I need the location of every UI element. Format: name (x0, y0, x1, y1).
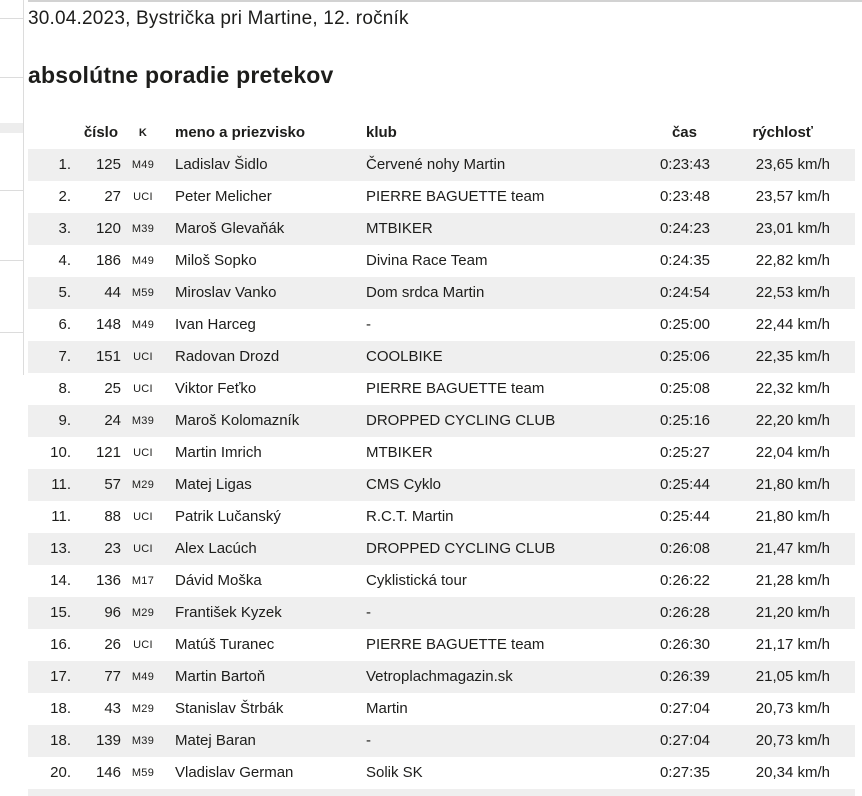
cell-name: Miroslav Vanko (175, 284, 277, 301)
left-remnant-line (0, 190, 23, 191)
cell-club: R.C.T. Martin (366, 508, 454, 525)
cell-club: Divina Race Team (366, 252, 488, 269)
cell-time: 0:25:27 (659, 444, 710, 461)
cell-name: Ivan Harceg (175, 316, 256, 333)
cell-club: PIERRE BAGUETTE team (366, 380, 545, 397)
cell-category: M39 (131, 735, 155, 747)
page-title: absolútne poradie pretekov (28, 62, 334, 88)
col-header-rank (28, 117, 71, 149)
cell-number: 57 (104, 476, 121, 493)
cell-category: M29 (131, 703, 155, 715)
cell-rank: 18. (50, 732, 71, 749)
cell-speed: 21,17 km/h (755, 636, 830, 653)
cell-time: 0:26:08 (659, 540, 710, 557)
cell-name: Martin Bartoň (175, 668, 266, 685)
cell-name: Stanislav Štrbák (175, 700, 284, 717)
cell-category: M49 (131, 671, 155, 683)
cell-category: M49 (131, 319, 155, 331)
cell-time: 0:25:44 (659, 508, 710, 525)
cell-name: Peter Melicher (175, 188, 272, 205)
cell-category: UCI (133, 639, 153, 651)
table-row (28, 181, 855, 213)
cell-time: 0:24:23 (659, 220, 710, 237)
table-row (28, 693, 855, 725)
results-page (28, 0, 862, 796)
cell-name: Dávid Moška (175, 572, 262, 589)
cell-name: Maroš Kolomazník (175, 412, 300, 429)
cell-speed: 20,73 km/h (755, 700, 830, 717)
cell-rank: 3. (58, 220, 71, 237)
table-row (28, 501, 855, 533)
cell-name: Maroš Glevaňák (175, 220, 285, 237)
cell-club: DROPPED CYCLING CLUB (366, 540, 556, 557)
cell-speed: 21,80 km/h (755, 508, 830, 525)
table-row (28, 469, 855, 501)
cell-name: Matúš Turanec (175, 636, 275, 653)
cell-name: Patrik Lučanský (175, 508, 281, 525)
col-header-club: klub (366, 124, 397, 141)
cell-time: 0:25:08 (659, 380, 710, 397)
cell-rank: 20. (50, 764, 71, 781)
cell-rank: 7. (58, 348, 71, 365)
cell-club: Martin (366, 700, 408, 717)
cell-time: 0:25:16 (659, 412, 710, 429)
cell-club: COOLBIKE (366, 348, 443, 365)
table-row (28, 309, 855, 341)
cell-speed: 22,53 km/h (755, 284, 830, 301)
cell-number: 121 (95, 444, 121, 461)
cell-number: 186 (95, 252, 121, 269)
cell-club: Dom srdca Martin (366, 284, 485, 301)
cell-rank: 9. (58, 412, 71, 429)
cell-number: 23 (104, 540, 121, 557)
col-header-category: K (138, 127, 148, 139)
cell-number: 77 (104, 668, 121, 685)
cell-number: 24 (104, 412, 121, 429)
left-remnant-line (0, 77, 23, 78)
cell-time: 0:25:06 (659, 348, 710, 365)
cell-time: 0:26:28 (659, 604, 710, 621)
table-body (28, 149, 855, 789)
cell-time: 0:25:00 (659, 316, 710, 333)
cell-rank: 11. (51, 476, 71, 493)
cell-speed: 21,47 km/h (755, 540, 830, 557)
cell-club: Cyklistická tour (366, 572, 467, 589)
cell-number: 136 (95, 572, 121, 589)
cell-number: 44 (104, 284, 121, 301)
cell-name: František Kyzek (175, 604, 282, 621)
cell-speed: 20,73 km/h (755, 732, 830, 749)
cell-name: Alex Lacúch (175, 540, 257, 557)
cell-speed: 21,20 km/h (755, 604, 830, 621)
cell-club: PIERRE BAGUETTE team (366, 636, 545, 653)
cell-category: M39 (131, 415, 155, 427)
cell-club: - (366, 732, 371, 749)
cell-category: UCI (133, 191, 153, 203)
cell-speed: 21,05 km/h (755, 668, 830, 685)
cell-club: DROPPED CYCLING CLUB (366, 412, 556, 429)
cell-number: 125 (95, 156, 121, 173)
cell-number: 120 (95, 220, 121, 237)
left-remnant-line (0, 260, 23, 261)
cell-speed: 21,80 km/h (755, 476, 830, 493)
cell-name: Martin Imrich (175, 444, 262, 461)
event-date-line: 30.04.2023, Bystrička pri Martine, 12. ročník (28, 8, 409, 29)
cell-number: 88 (104, 508, 121, 525)
results-table (28, 117, 855, 796)
cell-name: Matej Baran (175, 732, 256, 749)
cell-name: Ladislav Šidlo (175, 156, 268, 173)
cell-club: - (366, 604, 371, 621)
cell-rank: 5. (58, 284, 71, 301)
table-row (28, 661, 855, 693)
table-row (28, 277, 855, 309)
cell-rank: 6. (58, 316, 71, 333)
cell-club: Solik SK (366, 764, 423, 781)
cell-category: M49 (131, 159, 155, 171)
cell-number: 139 (95, 732, 121, 749)
table-row (28, 149, 855, 181)
cell-name: Miloš Sopko (175, 252, 257, 269)
table-row (28, 565, 855, 597)
cell-rank: 15. (50, 604, 71, 621)
cell-speed: 23,01 km/h (755, 220, 830, 237)
cell-speed: 22,32 km/h (755, 380, 830, 397)
cell-club: MTBIKER (366, 220, 433, 237)
cell-time: 0:25:44 (659, 476, 710, 493)
cell-speed: 22,44 km/h (755, 316, 830, 333)
cell-category: UCI (133, 511, 153, 523)
next-row-partial (28, 789, 855, 796)
cell-number: 27 (104, 188, 121, 205)
cell-rank: 13. (50, 540, 71, 557)
cell-club: PIERRE BAGUETTE team (366, 188, 545, 205)
table-row (28, 341, 855, 373)
cell-category: M29 (131, 607, 155, 619)
cell-speed: 22,82 km/h (755, 252, 830, 269)
col-header-speed: rýchlosť (752, 124, 813, 141)
cell-number: 43 (104, 700, 121, 717)
cell-time: 0:27:04 (659, 700, 710, 717)
left-remnant-row-stripe (0, 123, 23, 133)
cell-club: Červené nohy Martin (366, 156, 506, 173)
table-row (28, 597, 855, 629)
cell-rank: 2. (58, 188, 71, 205)
cell-category: M59 (131, 767, 155, 779)
table-row (28, 405, 855, 437)
cell-number: 148 (95, 316, 121, 333)
table-header-row (28, 117, 855, 149)
cell-category: M59 (131, 287, 155, 299)
cell-category: UCI (133, 351, 153, 363)
cell-time: 0:24:35 (659, 252, 710, 269)
cell-category: M39 (131, 223, 155, 235)
col-header-number: číslo (83, 124, 118, 141)
cell-speed: 22,04 km/h (755, 444, 830, 461)
cell-number: 26 (104, 636, 121, 653)
cell-name: Viktor Feťko (175, 380, 257, 397)
table-row (28, 213, 855, 245)
cell-speed: 21,28 km/h (755, 572, 830, 589)
cell-name: Vladislav German (175, 764, 294, 781)
cell-name: Matej Ligas (175, 476, 252, 493)
table-row (28, 533, 855, 565)
cell-speed: 22,20 km/h (755, 412, 830, 429)
cell-club: MTBIKER (366, 444, 433, 461)
cell-time: 0:24:54 (659, 284, 710, 301)
cell-time: 0:27:04 (659, 732, 710, 749)
cell-time: 0:26:22 (659, 572, 710, 589)
cell-time: 0:27:35 (659, 764, 710, 781)
left-remnant-line (0, 18, 23, 19)
cell-rank: 8. (58, 380, 71, 397)
cell-rank: 1. (58, 156, 71, 173)
table-row (28, 725, 855, 757)
cell-time: 0:23:43 (659, 156, 710, 173)
cell-rank: 18. (50, 700, 71, 717)
cell-time: 0:23:48 (659, 188, 710, 205)
cell-time: 0:26:39 (659, 668, 710, 685)
cell-number: 146 (95, 764, 121, 781)
left-remnant-vertical-line (23, 0, 24, 375)
cell-category: M49 (131, 255, 155, 267)
cell-rank: 4. (58, 252, 71, 269)
col-header-time: čas (671, 124, 697, 141)
table-row (28, 437, 855, 469)
col-header-name: meno a priezvisko (175, 124, 306, 141)
cell-rank: 10. (50, 444, 71, 461)
left-remnant-line (0, 332, 23, 333)
cell-number: 25 (104, 380, 121, 397)
cell-rank: 16. (50, 636, 71, 653)
cell-speed: 20,34 km/h (755, 764, 830, 781)
cell-category: M29 (131, 479, 155, 491)
table-row (28, 757, 855, 789)
cell-number: 96 (104, 604, 121, 621)
cell-rank: 11. (51, 508, 71, 525)
cell-category: UCI (133, 447, 153, 459)
cell-club: - (366, 316, 371, 333)
table-row (28, 629, 855, 661)
table-row (28, 373, 855, 405)
cell-club: CMS Cyklo (366, 476, 442, 493)
cell-club: Vetroplachmagazin.sk (366, 668, 513, 685)
cell-rank: 14. (50, 572, 71, 589)
cell-speed: 22,35 km/h (755, 348, 830, 365)
cell-number: 151 (95, 348, 121, 365)
table-row (28, 245, 855, 277)
cell-name: Radovan Drozd (175, 348, 280, 365)
cell-rank: 17. (50, 668, 71, 685)
cell-category: UCI (133, 543, 153, 555)
cell-category: M17 (131, 575, 155, 587)
cell-time: 0:26:30 (659, 636, 710, 653)
cell-category: UCI (133, 383, 153, 395)
cell-speed: 23,57 km/h (755, 188, 830, 205)
cell-speed: 23,65 km/h (755, 156, 830, 173)
